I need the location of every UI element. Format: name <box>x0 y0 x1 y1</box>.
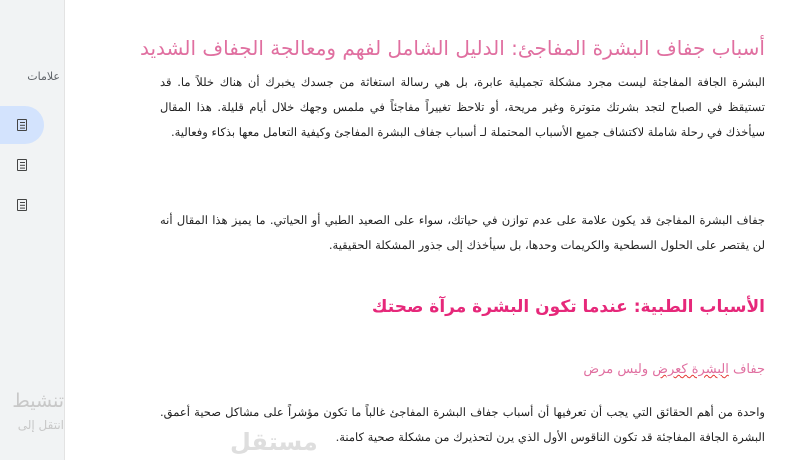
activation-watermark: تنشيط <box>12 390 64 412</box>
document-title: أسباب جفاف البشرة المفاجئ: الدليل الشامل لفهم ومعالجة الجفاف الشديد <box>139 36 765 60</box>
paragraph-intro: البشرة الجافة المفاجئة ليست مجرد مشكلة تجميلية عابرة، بل هي رسالة استغاثة من جسدك يخبرك أن هناك خللاً ما. قد تستيقظ في الصباح لتجد بشرتك متوترة وغير مريحة، أو تلاحظ تغييراً مفاجئاً في ملمس وجهك خلال أيام قليلة. هذا المقال سيأخذك في رحلة شاملة لاكتشاف جميع الأسباب المحتملة لـ أسباب جفاف البشرة المفاجئ وكيفية التعامل معها بذكاء وفعالية. <box>160 75 765 139</box>
doc-icon <box>17 199 27 211</box>
doc-icon <box>17 119 27 131</box>
activation-watermark-subtext: انتقل إلى <box>17 418 64 432</box>
section-heading: الأسباب الطبية: عندما تكون البشرة مرآة صحتك <box>371 297 765 317</box>
subsection-heading-prefix: جفاف <box>728 362 765 377</box>
site-watermark-logo: مستقل <box>230 428 318 456</box>
bookmarks-label: علامات <box>27 70 60 83</box>
doc-icon <box>17 159 27 171</box>
outline-sidebar <box>0 0 65 460</box>
spellcheck-underline[interactable]: البشرة كعرض <box>652 362 729 377</box>
outline-item-3[interactable] <box>0 186 44 224</box>
paragraph-third: واحدة من أهم الحقائق التي يجب أن تعرفيها أن أسباب جفاف البشرة المفاجئ غالباً ما تكون مؤشراً على مشاكل صحية أعمق. البشرة الجافة المفاجئة قد تكون الناقوس الأول الذي يرن لتحذيرك من مشكلة صحية كامنة. <box>160 405 765 444</box>
paragraph-second: جفاف البشرة المفاجئ قد يكون علامة على عدم توازن في حياتك، سواء على الصعيد الطبي أو الحياتي. ما يميز هذا المقال أنه لن يقتصر على الحلول السطحية والكريمات وحدها، بل سيأخذك إلى جذور المشكلة الحقيقية. <box>160 213 765 252</box>
outline-item-1[interactable] <box>0 106 44 144</box>
subsection-heading <box>160 362 765 377</box>
outline-item-2[interactable] <box>0 146 44 184</box>
subsection-heading-suffix: وليس مرض <box>583 362 653 377</box>
